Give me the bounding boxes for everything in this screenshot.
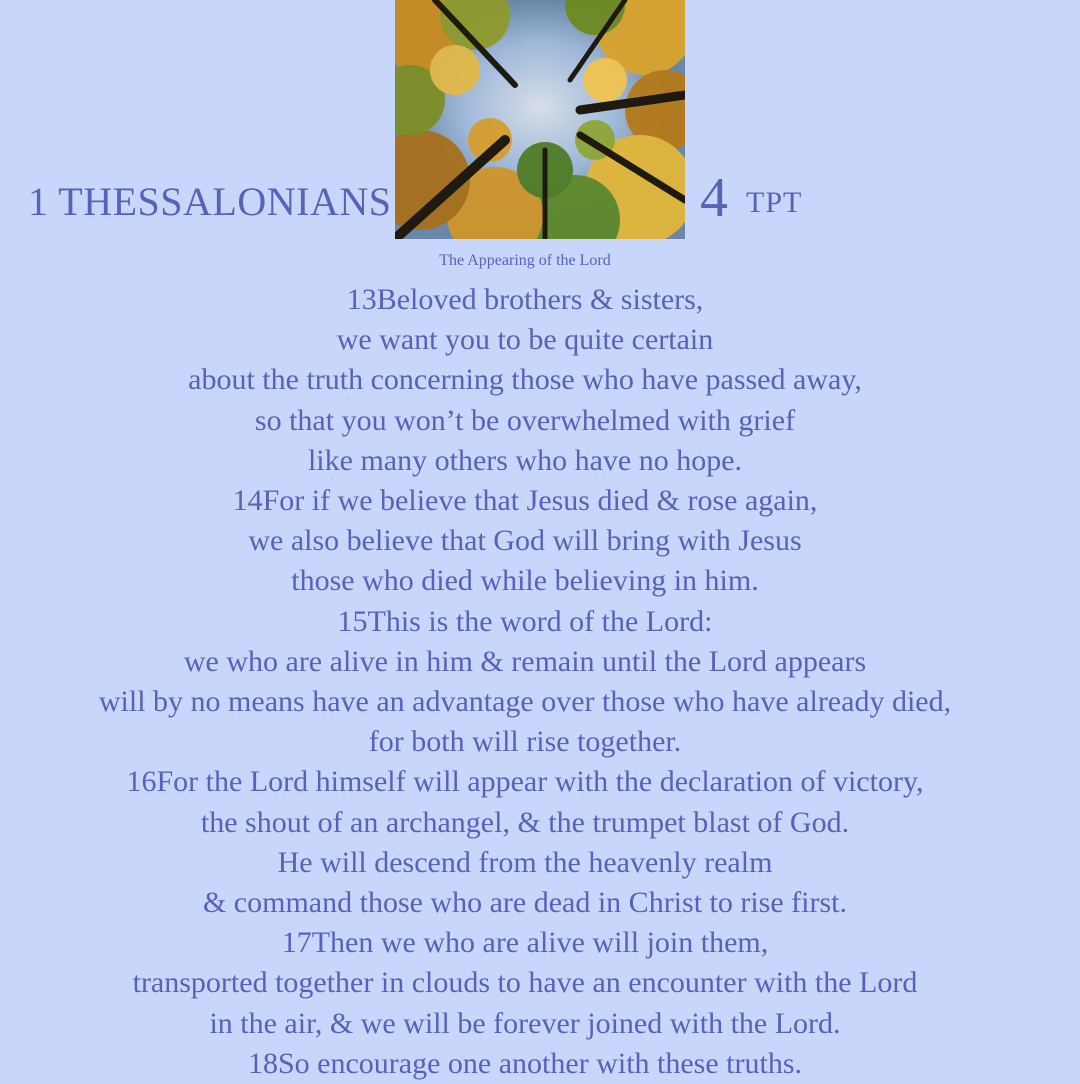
passage-line: 15This is the word of the Lord: <box>337 604 713 638</box>
passage-line: will by no means have an advantage over those who have already died, <box>98 685 952 719</box>
passage-line: 16For the Lord himself will appear with the declaration of victory, <box>126 765 924 799</box>
passage-line: & command those who are dead in Christ to rise first. <box>202 886 848 920</box>
passage-line: transported together in clouds to have an encounter with the Lord <box>132 966 918 1000</box>
section-heading: The Appearing of the Lord <box>439 252 611 269</box>
passage-line: in the air, & we will be forever joined with the Lord. <box>209 1006 841 1040</box>
passage-line: we also believe that God will bring with Jesus <box>248 524 802 558</box>
passage-line: 14For if we believe that Jesus died & rose again, <box>232 484 818 518</box>
passage-line: 18So encourage one another with these truths. <box>247 1046 803 1080</box>
passage-line: we want you to be quite certain <box>336 323 714 357</box>
passage-line: 17Then we who are alive will join them, <box>281 926 769 960</box>
passage-line: we who are alive in him & remain until the Lord appears <box>183 644 867 678</box>
scripture-passage <box>0 280 1050 1084</box>
passage-line: like many others who have no hope. <box>307 443 743 477</box>
chapter-number: 4 <box>700 167 728 229</box>
passage-line: about the truth concerning those who have passed away, <box>188 363 862 397</box>
passage-line: so that you won’t be overwhelmed with grief <box>254 403 796 437</box>
passage-line: for both will rise together. <box>368 725 682 759</box>
passage-line: 13Beloved brothers & sisters, <box>346 283 704 316</box>
book-title: 1 THESSALONIANS <box>28 179 392 224</box>
translation-label: TPT <box>746 186 803 219</box>
passage-line: the shout of an archangel, & the trumpet blast of God. <box>200 805 850 839</box>
forest-canopy-image <box>395 0 685 239</box>
passage-line: He will descend from the heavenly realm <box>277 845 773 879</box>
passage-line: those who died while believing in him. <box>291 564 759 598</box>
